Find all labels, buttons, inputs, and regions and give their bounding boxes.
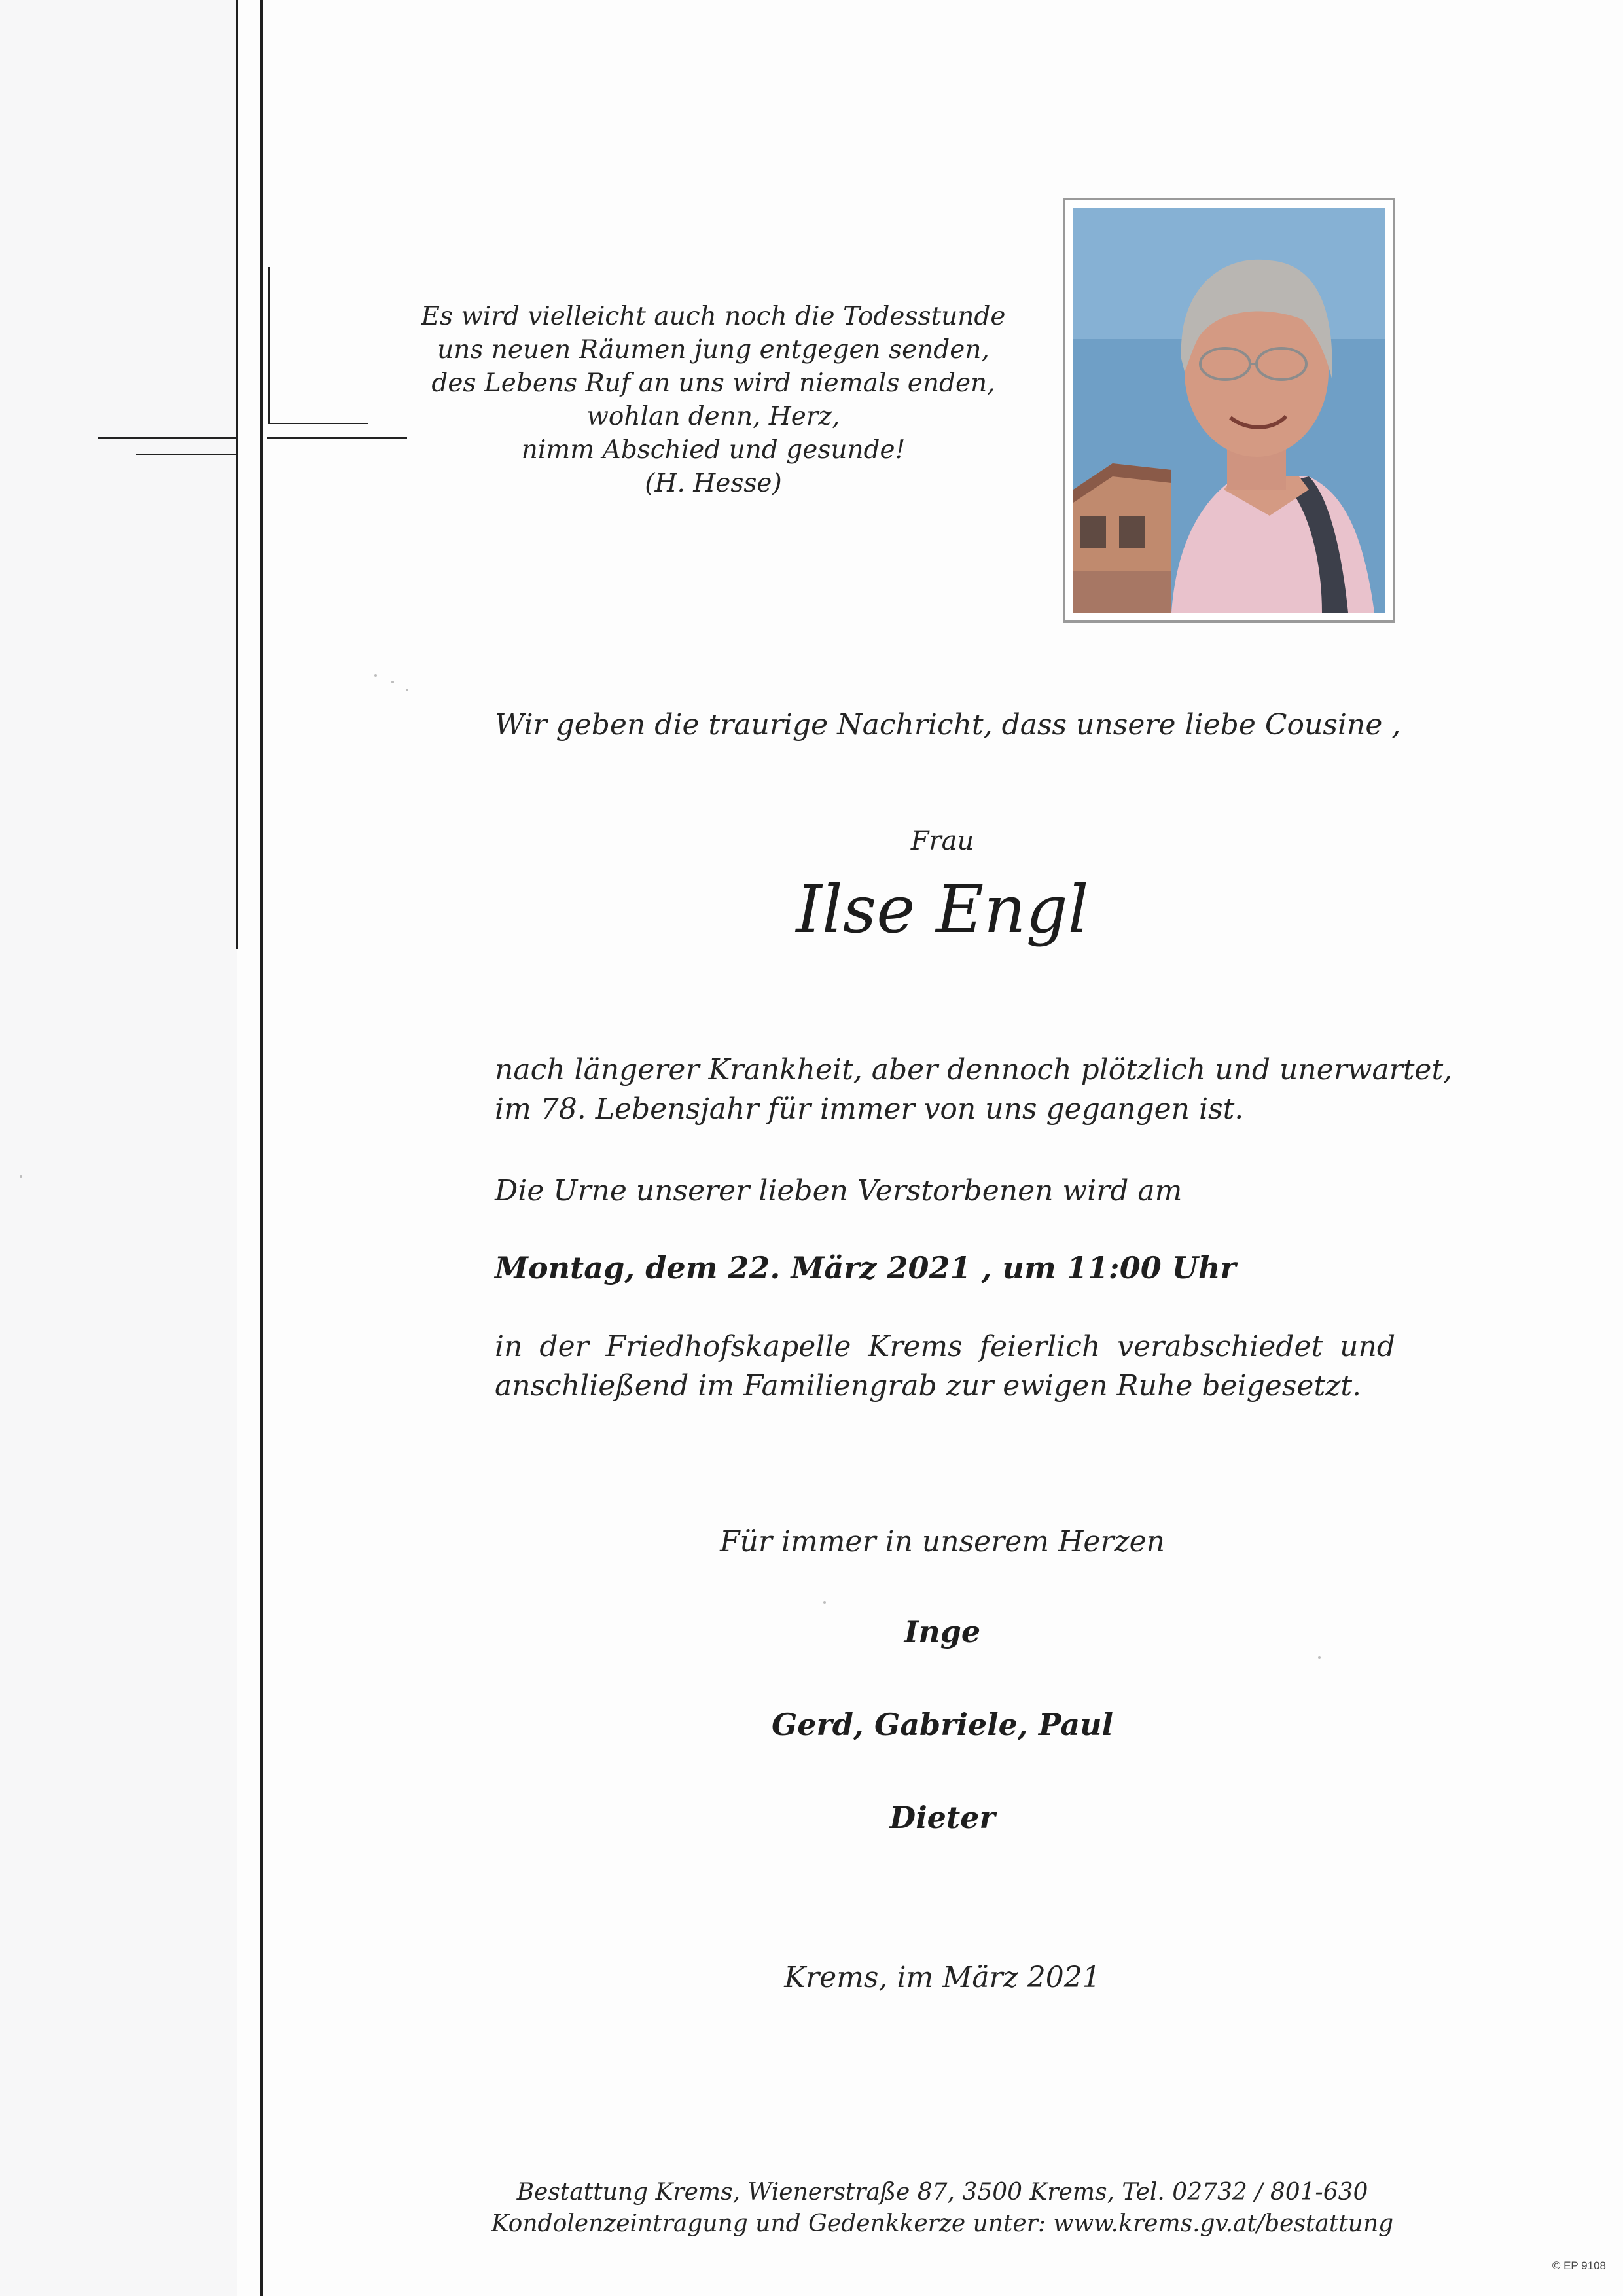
cross-horizontal-left bbox=[98, 437, 238, 439]
mourner-name: Gerd, Gabriele, Paul bbox=[771, 1707, 1114, 1742]
quote-line: nimm Abschied und gesunde! bbox=[521, 435, 906, 465]
place-date: Krems, im März 2021 bbox=[784, 1961, 1101, 1994]
portrait-illustration bbox=[1073, 208, 1385, 613]
portrait-photo-frame bbox=[1063, 198, 1395, 623]
border-line-main bbox=[260, 0, 263, 2296]
mourner-name: Dieter bbox=[889, 1800, 995, 1835]
quote-line: uns neuen Räumen jung entgegen senden, bbox=[437, 335, 990, 365]
paragraph-line: im 78. Lebensjahr für immer von uns gegangen ist. bbox=[495, 1092, 1244, 1126]
quote-line: des Lebens Ruf an uns wird niemals enden, bbox=[431, 368, 995, 398]
print-code: © EP 9108 bbox=[1552, 2259, 1606, 2272]
footer-website: Kondolenzeintragung und Gedenkkerze unter: www.krems.gv.at/bestattung bbox=[491, 2210, 1394, 2237]
paragraph-urn bbox=[495, 1172, 1395, 1211]
folded-left-strip bbox=[0, 0, 237, 2296]
paragraph-line: in der Friedhofskapelle Krems feierlich verabschiedet und bbox=[495, 1330, 1395, 1363]
paragraph-passing bbox=[495, 1050, 1453, 1129]
cross-horizontal-right bbox=[267, 437, 407, 439]
paragraph-line: anschließend im Familiengrab zur ewigen Ruhe beigesetzt. bbox=[495, 1369, 1361, 1403]
footer-address: Bestattung Krems, Wienerstraße 87, 3500 Krems, Tel. 02732 / 801-630 bbox=[516, 2179, 1368, 2206]
scan-speck bbox=[20, 1175, 22, 1178]
quote-line: wohlan denn, Herz, bbox=[586, 402, 840, 431]
paragraph-ceremony bbox=[495, 1327, 1395, 1406]
scan-speck bbox=[406, 689, 408, 691]
salutation: Frau bbox=[910, 826, 974, 856]
paragraph-line: Die Urne unserer lieben Verstorbenen wird am bbox=[495, 1174, 1183, 1208]
ceremony-date: Montag, dem 22. März 2021 , um 11:00 Uhr bbox=[495, 1250, 1236, 1285]
deceased-name: Ilse Engl bbox=[796, 871, 1089, 948]
scan-speck bbox=[1318, 1656, 1321, 1659]
cross-inner-top bbox=[268, 267, 270, 424]
scan-speck bbox=[823, 1601, 826, 1604]
quote-author: (H. Hesse) bbox=[645, 469, 782, 498]
mourners-heading: Für immer in unserem Herzen bbox=[720, 1525, 1165, 1558]
quote-line: Es wird vielleicht auch noch die Todesstunde bbox=[421, 302, 1006, 331]
paragraph-line: nach längerer Krankheit, aber dennoch plötzlich und unerwartet, bbox=[495, 1053, 1453, 1086]
funeral-home-footer bbox=[484, 2177, 1400, 2240]
cross-inner-top-bar bbox=[268, 423, 368, 424]
fold-line-left bbox=[236, 0, 238, 949]
quote-block bbox=[419, 300, 1008, 500]
scan-speck bbox=[391, 681, 394, 683]
scan-speck bbox=[374, 674, 377, 677]
intro-text: Wir geben die traurige Nachricht, dass unsere liebe Cousine , bbox=[495, 708, 1401, 742]
portrait-photo bbox=[1073, 208, 1385, 613]
mourner-name: Inge bbox=[904, 1614, 981, 1649]
cross-inner-bottom-bar bbox=[136, 454, 236, 455]
